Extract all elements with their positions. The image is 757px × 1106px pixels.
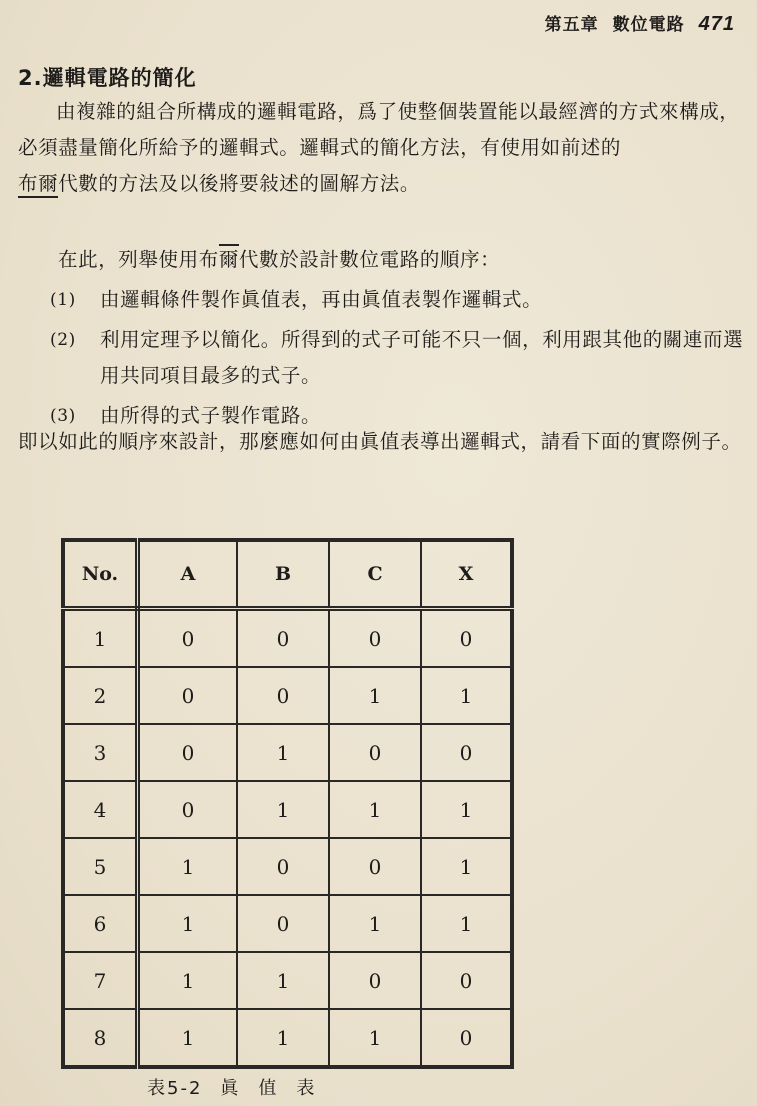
cell-b: 1 (237, 724, 329, 781)
step-text: 由邏輯條件製作眞值表，再由眞值表製作邏輯式。 (100, 288, 543, 311)
paragraph-text: 代數的方法及以後將要敍述的圖解方法。 (58, 172, 421, 195)
cell-c: 0 (329, 609, 421, 668)
cell-no: 5 (63, 838, 138, 895)
cell-no: 2 (63, 667, 138, 724)
cell-c: 0 (329, 724, 421, 781)
step-item (50, 282, 750, 318)
intro-text: 代數於設計數位電路的順序： (238, 248, 501, 271)
cell-b: 0 (237, 609, 329, 668)
cell-x: 1 (421, 781, 512, 838)
cell-a: 1 (138, 952, 238, 1009)
truth-table (61, 538, 514, 1069)
cell-x: 1 (421, 895, 512, 952)
cell-b: 0 (237, 667, 329, 724)
column-header: X (421, 540, 512, 609)
cell-no: 7 (63, 952, 138, 1009)
cell-a: 0 (138, 724, 238, 781)
cell-no: 4 (63, 781, 138, 838)
section-title: 2.邏輯電路的簡化 (18, 66, 197, 90)
cell-c: 0 (329, 838, 421, 895)
step-number: (1) (50, 290, 76, 310)
table-row (63, 952, 512, 1009)
cell-b: 1 (237, 781, 329, 838)
cell-b: 1 (237, 952, 329, 1009)
column-header: C (329, 540, 421, 609)
cell-c: 1 (329, 667, 421, 724)
cell-x: 0 (421, 952, 512, 1009)
cell-no: 6 (63, 895, 138, 952)
column-header: B (237, 540, 329, 609)
chapter-label: 第五章 (544, 15, 599, 35)
table-caption (147, 1074, 316, 1100)
section-label: 數位電路 (612, 15, 685, 35)
step-text: 由所得的式子製作電路。 (100, 404, 322, 427)
cell-x: 1 (421, 667, 512, 724)
table-row (63, 838, 512, 895)
cell-x: 0 (421, 1009, 512, 1067)
cell-no: 8 (63, 1009, 138, 1067)
column-header: A (138, 540, 238, 609)
caption-title-char: 值 (258, 1078, 279, 1099)
cell-x: 0 (421, 609, 512, 668)
cell-a: 1 (138, 838, 238, 895)
cell-a: 1 (138, 1009, 238, 1067)
table-header-row (63, 540, 512, 609)
procedure-intro (58, 244, 500, 272)
paragraph-text: 由複雜的組合所構成的邏輯電路，爲了使整個裝置能以最經濟的方式來構成，必須盡量簡化所給予的邏輯式。邏輯式的簡化方法，有使用如前述的 (18, 100, 740, 159)
table-row (63, 781, 512, 838)
caption-title-char: 眞 (220, 1078, 241, 1099)
procedure-steps (50, 282, 750, 438)
cell-a: 0 (138, 609, 238, 668)
step-item (50, 322, 750, 394)
paragraph-example: 即以如此的順序來設計，那麼應如何由眞值表導出邏輯式，請看下面的實際例子。 (18, 430, 742, 453)
caption-title-char: 表 (296, 1078, 317, 1099)
table-row (63, 895, 512, 952)
cell-b: 0 (237, 838, 329, 895)
paragraph-intro (18, 94, 743, 202)
column-header: No. (63, 540, 138, 609)
cell-a: 0 (138, 667, 238, 724)
cell-b: 1 (237, 1009, 329, 1067)
table-row (63, 609, 512, 668)
overlined-char: 爾 (218, 248, 239, 271)
step-number: (3) (50, 406, 76, 426)
cell-no: 3 (63, 724, 138, 781)
table-row (63, 1009, 512, 1067)
table-row (63, 667, 512, 724)
cell-a: 0 (138, 781, 238, 838)
cell-c: 0 (329, 952, 421, 1009)
underlined-term: 布爾 (18, 172, 58, 198)
cell-c: 1 (329, 781, 421, 838)
cell-c: 1 (329, 895, 421, 952)
cell-b: 0 (237, 895, 329, 952)
cell-no: 1 (63, 609, 138, 668)
step-text: 利用定理予以簡化。所得到的式子可能不只一個，利用跟其他的關連而選用共同項目最多的式子。 (100, 328, 744, 387)
step-number: (2) (50, 330, 76, 350)
caption-label: 表5-2 (147, 1078, 203, 1099)
cell-c: 1 (329, 1009, 421, 1067)
page-number: 471 (698, 13, 735, 35)
table-row (63, 724, 512, 781)
cell-x: 0 (421, 724, 512, 781)
cell-a: 1 (138, 895, 238, 952)
cell-x: 1 (421, 838, 512, 895)
intro-text: 在此，列舉使用布 (58, 248, 219, 271)
running-header (545, 10, 735, 36)
